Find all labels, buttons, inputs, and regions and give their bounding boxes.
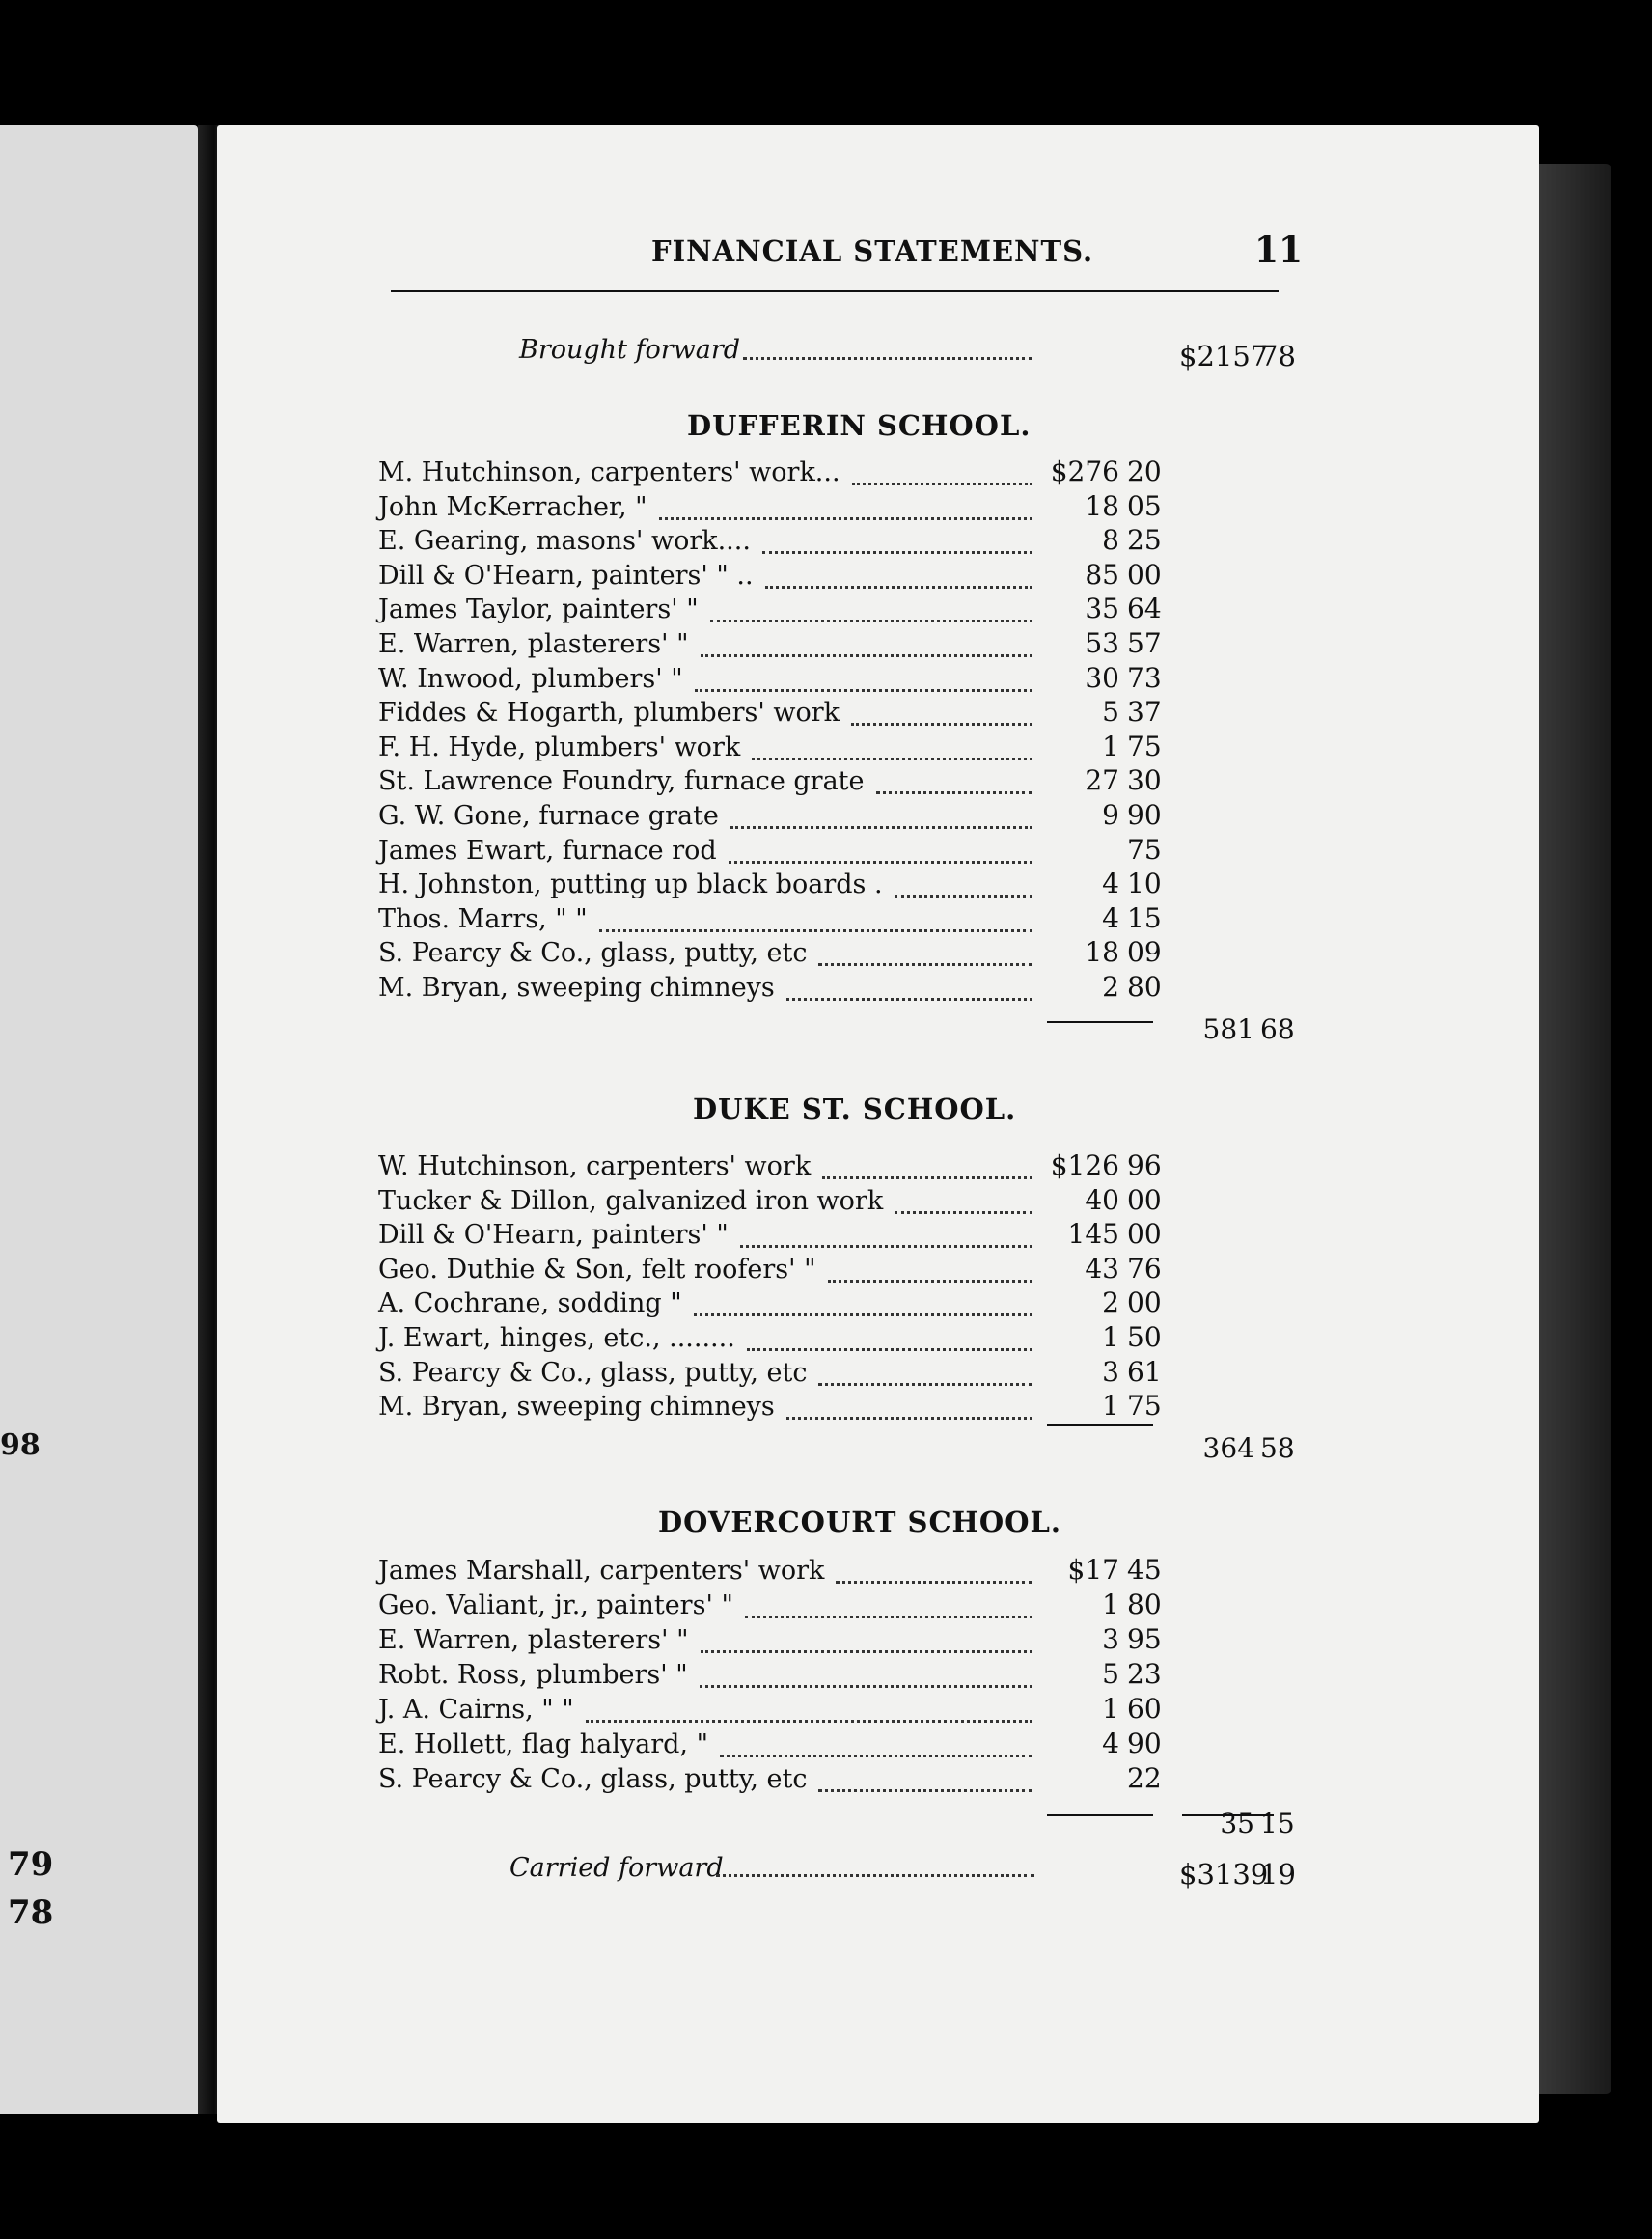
section-total-cents: 68 [1260,1013,1295,1045]
leader-dots [716,1874,1034,1877]
header-rule [391,290,1279,292]
ledger-item-dollars: 35 [1085,593,1119,624]
ledger-item-label: M. Hutchinson, carpenters' work... [378,457,840,487]
leader-dots [695,689,1032,692]
leader-dots [586,1720,1032,1723]
brought-forward-label: Brought forward [519,335,741,365]
ledger-item-dollars: 27 [1085,764,1119,796]
left-page-fragment: 98 [0,1428,41,1462]
ledger-item-label: J. A. Cairns, " " [378,1695,574,1725]
brought-forward-cents: 78 [1260,340,1296,373]
leader-dots [786,1417,1032,1420]
ledger-item-dollars: 8 [1102,524,1119,556]
ledger-item-cents: 50 [1127,1321,1162,1353]
ledger-item-cents: 25 [1127,524,1162,556]
ledger-item-label: S. Pearcy & Co., glass, putty, etc [378,1358,808,1388]
ledger-item-dollars: 53 [1085,627,1119,659]
ledger-item-cents: 80 [1127,971,1162,1003]
leader-dots [852,483,1032,485]
leader-dots [752,758,1032,760]
ledger-item-dollars: 85 [1085,559,1119,591]
leader-dots [745,1616,1032,1618]
leader-dots [694,1313,1032,1316]
ledger-item-cents: 05 [1127,490,1162,522]
ledger-item-dollars: 4 [1102,1728,1119,1759]
section-heading: DOVERCOURT SCHOOL. [658,1506,1061,1538]
ledger-item-dollars: 2 [1102,1286,1119,1318]
subtotal-rule [1047,1021,1153,1023]
ledger-item-dollars: 4 [1102,868,1119,899]
ledger-item-cents: 75 [1127,834,1162,866]
ledger-item-cents: 95 [1127,1623,1162,1655]
ledger-item-cents: 23 [1127,1658,1162,1690]
ledger-item-cents: 15 [1127,902,1162,934]
carried-forward-dollars: $3139 [1179,1858,1269,1891]
leader-dots [730,826,1032,829]
ledger-item-cents: 00 [1127,559,1162,591]
ledger-item-dollars: 1 [1102,1693,1119,1725]
ledger-item-cents: 64 [1127,593,1162,624]
ledger-item-label: Robt. Ross, plumbers' " [378,1660,688,1690]
ledger-item-label: Fiddes & Hogarth, plumbers' work [378,698,840,728]
ledger-item-label: M. Bryan, sweeping chimneys [378,973,775,1003]
ledger-item-label: Geo. Duthie & Son, felt roofers' " [378,1255,816,1285]
leader-dots [818,1789,1032,1792]
subtotal-rule [1047,1814,1153,1816]
ledger-item-dollars: 145 [1067,1218,1119,1250]
section-total-cents: 15 [1260,1808,1295,1839]
page-title: FINANCIAL STATEMENTS. [651,235,1094,267]
section-total-dollars: 35 [1220,1808,1254,1839]
leader-dots [710,620,1032,622]
ledger-item-dollars: 4 [1102,902,1119,934]
ledger-item-dollars: 1 [1102,1390,1119,1422]
leader-dots [828,1280,1032,1283]
leader-dots [876,791,1033,794]
ledger-item-cents: 80 [1127,1589,1162,1620]
ledger-item-dollars: $126 [1050,1149,1119,1181]
ledger-item-cents: 10 [1127,868,1162,899]
ledger-item-dollars: 30 [1085,662,1119,694]
section-total-cents: 58 [1260,1432,1295,1464]
leader-dots [836,1581,1032,1584]
book-edge [1534,164,1611,2094]
ledger-item-dollars: $17 [1067,1554,1119,1586]
section-heading: DUKE ST. SCHOOL. [693,1092,1017,1125]
ledger-item-cents: 61 [1127,1356,1162,1388]
ledger-item-dollars: 2 [1102,971,1119,1003]
leader-dots [786,998,1032,1001]
ledger-item-cents: 96 [1127,1149,1162,1181]
leader-dots [729,861,1032,864]
ledger-item-dollars: 5 [1102,1658,1119,1690]
left-page-fragment: 78 [8,1893,54,1932]
leader-dots [740,1245,1032,1248]
ledger-item-label: M. Bryan, sweeping chimneys [378,1392,775,1422]
ledger-item-cents: 00 [1127,1184,1162,1216]
leader-dots [743,357,1032,360]
ledger-item-label: John McKerracher, " [378,492,647,522]
leader-dots [701,654,1033,657]
ledger-item-label: A. Cochrane, sodding " [378,1288,682,1318]
ledger-item-cents: 22 [1127,1762,1162,1794]
leader-dots [762,551,1032,554]
ledger-item-cents: 00 [1127,1286,1162,1318]
leader-dots [818,963,1032,966]
leader-dots [700,1685,1032,1688]
ledger-item-label: W. Hutchinson, carpenters' work [378,1151,812,1181]
ledger-item-label: S. Pearcy & Co., glass, putty, etc [378,938,808,968]
ledger-item-cents: 90 [1127,799,1162,831]
leader-dots [701,1650,1033,1653]
ledger-item-dollars: 1 [1102,1321,1119,1353]
ledger-item-cents: 37 [1127,696,1162,728]
page-number: 11 [1254,230,1304,270]
left-page-fragment: 79 [8,1845,54,1884]
ledger-item-cents: 45 [1127,1554,1162,1586]
leader-dots [851,723,1032,726]
leader-dots [599,929,1032,932]
ledger-item-cents: 75 [1127,1390,1162,1422]
ledger-item-cents: 75 [1127,731,1162,762]
leader-dots [822,1176,1032,1179]
section-total-dollars: 581 [1202,1013,1254,1045]
ledger-item-label: S. Pearcy & Co., glass, putty, etc [378,1764,808,1794]
ledger-item-label: F. H. Hyde, plumbers' work [378,733,741,762]
leader-dots [895,1211,1032,1214]
leader-dots [659,517,1032,520]
ledger-item-dollars: 1 [1102,731,1119,762]
ledger-item-dollars: 1 [1102,1589,1119,1620]
ledger-item-label: Tucker & Dillon, galvanized iron work [378,1186,884,1216]
ledger-item-dollars: 3 [1102,1356,1119,1388]
carried-forward-label: Carried forward [509,1853,724,1883]
ledger-item-label: H. Johnston, putting up black boards . [378,870,883,899]
leader-dots [747,1348,1032,1351]
ledger-item-dollars: 5 [1102,696,1119,728]
ledger-item-label: E. Warren, plasterers' " [378,629,689,659]
ledger-item-label: E. Hollett, flag halyard, " [378,1729,709,1759]
ledger-item-dollars: 43 [1085,1253,1119,1285]
leader-dots [895,895,1032,898]
ledger-item-label: G. W. Gone, furnace grate [378,801,719,831]
ledger-item-dollars: 18 [1085,936,1119,968]
ledger-item-cents: 60 [1127,1693,1162,1725]
leader-dots [765,586,1032,589]
ledger-item-cents: 73 [1127,662,1162,694]
ledger-item-dollars: 3 [1102,1623,1119,1655]
ledger-item-label: James Taylor, painters' " [378,594,699,624]
section-total-dollars: 364 [1202,1432,1254,1464]
ledger-item-label: James Ewart, furnace rod [378,836,717,866]
ledger-item-cents: 09 [1127,936,1162,968]
ledger-item-cents: 57 [1127,627,1162,659]
carried-forward-cents: 19 [1260,1858,1296,1891]
ledger-item-label: Dill & O'Hearn, painters' " [378,1220,729,1250]
ledger-item-dollars: 9 [1102,799,1119,831]
leader-dots [818,1383,1032,1386]
brought-forward-dollars: $2157 [1179,340,1269,373]
ledger-item-label: St. Lawrence Foundry, furnace grate [378,766,865,796]
ledger-item-label: James Marshall, carpenters' work [378,1556,825,1586]
ledger-item-cents: 90 [1127,1728,1162,1759]
ledger-item-label: Thos. Marrs, " " [378,904,588,934]
ledger-item-cents: 76 [1127,1253,1162,1285]
ledger-item-dollars: 18 [1085,490,1119,522]
left-page-edge [0,125,198,2114]
leader-dots [720,1755,1032,1757]
ledger-item-dollars: 40 [1085,1184,1119,1216]
ledger-item-label: E. Gearing, masons' work.... [378,526,751,556]
ledger-item-label: Dill & O'Hearn, painters' " .. [378,561,754,591]
ledger-item-cents: 30 [1127,764,1162,796]
ledger-item-cents: 00 [1127,1218,1162,1250]
section-heading: DUFFERIN SCHOOL. [687,409,1032,442]
ledger-item-label: Geo. Valiant, jr., painters' " [378,1590,733,1620]
ledger-item-label: E. Warren, plasterers' " [378,1625,689,1655]
ledger-item-cents: 20 [1127,456,1162,487]
ledger-item-label: J. Ewart, hinges, etc., ........ [378,1323,735,1353]
ledger-item-label: W. Inwood, plumbers' " [378,664,683,694]
ledger-item-dollars: $276 [1050,456,1119,487]
subtotal-rule [1047,1424,1153,1426]
